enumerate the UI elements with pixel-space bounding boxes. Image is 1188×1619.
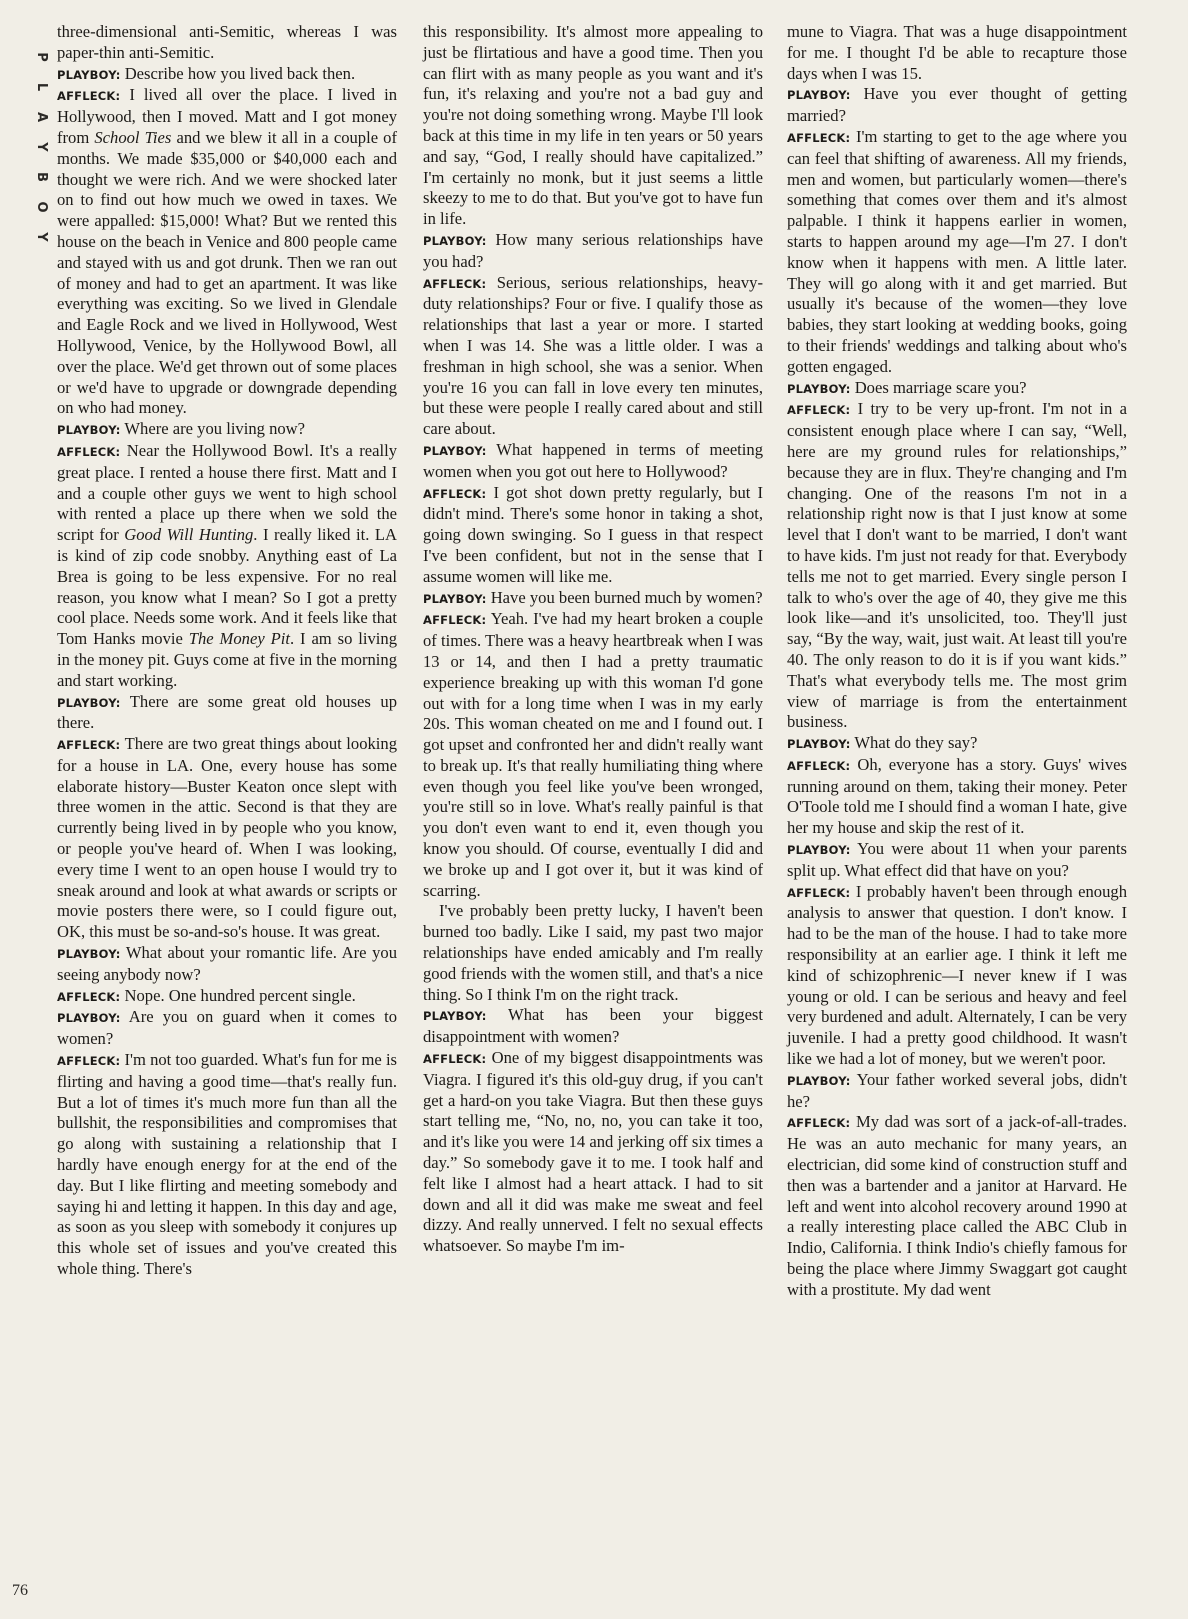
paragraph-text: My dad was sort of a jack-of-all-trades. He was an auto mechanic for many years, an electrician, did some kind of construction stuff and then was a bartender and a janitor at Harvard. He left and went into alcohol recovery around 1990 at a really interesting place called the ABC Club in Indio, California. I think Indio's chiefly famous for being the place where Jimmy Swaggart got caught with a prostitute. My dad went [787,1112,1127,1299]
paragraph-text: Have you ever thought of getting married? [787,84,1127,126]
paragraph-text: You were about 11 when your parents split up. What effect did that have on you? [787,839,1127,880]
speaker-label: PLAYBOY: [57,67,121,82]
speaker-label: AFFLECK: [787,403,851,418]
interview-paragraph [57,692,397,735]
paragraph-text: Yeah. I've had my heart broken a couple of times. There was a heavy heartbreak when I was 13 or 14, and then I had a pretty traumatic experience breaking up with this woman I'd gone out with for a long time when I was in my early 20s. This woman cheated on me and I found out. I got upset and confronted her and didn't really want to break up. It's that really humiliating thing where even though you feel like you've been wronged, you're still so in love. What's really painful is that you don't even want to end it, even though you know you should. Of course, eventually I did and we broke up and I got over it, but it was kind of scarring. [423,609,763,900]
paragraph-text: I got shot down pretty regularly, but I didn't mind. There's some honor in taking a shot, going down swinging. So I guess in that respect I've been confident, but not in the sense that I assume women will like me. [423,482,763,586]
interview-paragraph [787,839,1127,882]
speaker-label: AFFLECK: [57,989,121,1004]
paragraph-text: I'm not too guarded. What's fun for me is flirting and having a good time—that's really fun. But a lot of times it's much more fun than all the bullshit, the responsibilities and compromises that go along with sustaining a relationship that I hardly have enough energy for at the end of the day. But I like flirting and meeting somebody and saying hi and letting it happen. In this day and age, as soon as you sleep with somebody it conjures up this whole set of issues and you've created this whole thing. There's [57,1050,398,1279]
speaker-label: AFFLECK: [57,89,121,104]
side-mark-letter: A [34,111,49,123]
speaker-label: PLAYBOY: [57,423,121,438]
speaker-label: PLAYBOY: [787,843,851,858]
interview-paragraph [423,588,763,610]
speaker-label: AFFLECK: [57,1054,121,1069]
interview-paragraph [57,64,397,86]
text-column-3 [787,22,1127,1301]
interview-paragraph [787,84,1127,127]
continued-paragraph [423,22,763,230]
interview-paragraph [787,399,1127,733]
interview-paragraph [57,419,397,441]
interview-paragraph [423,1048,763,1257]
interview-paragraph [57,1007,397,1050]
speaker-label: AFFLECK: [423,486,487,501]
magazine-side-mark [26,42,49,252]
speaker-label: AFFLECK: [423,613,487,628]
paragraph-text: mune to Viagra. That was a huge disappointment for me. I thought I'd be able to recapture those days when I was 15. [787,22,1127,83]
interview-paragraph [57,986,397,1008]
paragraph-text: Near the Hollywood Bowl. It's a really great place. I rented a house there first. Matt and I and a couple other guys we went to high school with rented a place up there when we sold the script for Good Will Hunting. I really liked it. LA is kind of zip code snobby. Anything east of La Brea is going to be less expensive. For no real reason, you know what I mean? So I got a pretty cool place. Needs some work. And it feels like that Tom Hanks movie The Money Pit. I am so living in the money pit. Guys come at five in the morning and start working. [57,440,397,690]
interview-paragraph [787,1112,1127,1300]
interview-paragraph [787,378,1127,400]
interview-paragraph [57,441,397,692]
interview-paragraph [787,755,1127,839]
paragraph-text: What happened in terms of meeting women when you got out here to Hollywood? [423,439,763,481]
paragraph-text: Oh, everyone has a story. Guys' wives running around on them, taking their money. Peter O'Toole told me I should find a woman I hate, give her my house and skip the rest of it. [787,754,1127,838]
interview-paragraph [787,733,1127,755]
paragraph-text: What about your romantic life. Are you seeing anybody now? [57,943,397,984]
speaker-label: PLAYBOY: [57,947,121,962]
paragraph-text: I lived all over the place. I lived in Hollywood, then I moved. Matt and I got money from School Ties and we blew it all in a couple of months. We made $35,000 or $40,000 each and thought we were rich. And we were shocked later on to find out how much we owed in taxes. We were appalled: $15,000! What? But we rented this house on the beach in Venice and 800 people came and stayed with us and got drunk. Then we ran out of money and had to get an apartment. It was like everything was exciting. So we lived in Glendale and Eagle Rock and we lived in Hollywood, West Hollywood, Venice, by the Hollywood Bowl, all over the place. We'd get thrown out of some places or we'd have to upgrade or downgrade depending on who had money. [57,85,397,418]
paragraph-text: Describe how you lived back then. [120,63,356,83]
paragraph-text: three-dimensional anti-Semitic, whereas I was paper-thin anti-Semitic. [57,22,397,62]
speaker-label: PLAYBOY: [423,1009,487,1024]
speaker-label: AFFLECK: [787,758,851,773]
speaker-label: PLAYBOY: [57,695,121,710]
paragraph-text: Serious, serious relationships, heavy-duty relationships? Four or five. I qualify those as relationships that last a year or more. I started when I was 14. She was a little older. I was a freshman in high school, she was a senior. When you're 16 you can fall in love every ten minutes, but these were people I really cared about and still care about. [423,272,763,439]
speaker-label: AFFLECK: [57,738,121,753]
interview-paragraph [787,882,1127,1070]
text-column-2 [423,22,763,1257]
speaker-label: PLAYBOY: [787,737,851,752]
paragraph-text: Have you been burned much by women? [486,587,763,607]
paragraph-text: I try to be very up-front. I'm not in a consistent enough place where I can say, “Well, here are my ground rules for relationships,” because they are in flux. They're changing and I'm changing. One of the reasons I'm not in a relationship right now is that I just know at some level that I don't want to be married, I don't want to have kids. I'm just not ready for that. Everybody tells me not to get married. Every single person I talk to who's over the age of 40, they give me this look like—and it's unsolicited, too. They'll just say, “By the way, wait, just wait. At least till you're 40. The only reason to do it is if you want kids.” That's what everybody tells me. The most grim view of marriage is from the entertainment business. [787,399,1127,732]
side-mark-letter: L [34,82,49,92]
paragraph-text: I've probably been pretty lucky, I haven't been burned too badly. Like I said, my past two major relationships have ended amicably and I'm really good friends with the women still, and that's a nice thing. So I think I'm on the right track. [423,901,763,1004]
paragraph-text: I probably haven't been through enough analysis to answer that question. I don't know. I had to be the man of the house. I had to take more responsibility at an earlier age. I think it left me kind of schizophrenic—I never knew if I was young or old. I can be serious and heavy and feel very burdened and adult. Alternately, I can be very juvenile. I had a pretty good childhood. It wasn't like we had a lot of money, but we weren't poor. [787,881,1127,1069]
page-number: 76 [12,1582,28,1599]
side-mark-letter: Y [34,232,49,242]
paragraph-text: There are two great things about looking for a house in LA. One, every house has some elaborate history—Buster Keaton once slept with three women in the attic. Second is that they are currently being lived in by people who you know, or people you've heard of. When I was looking, every time I went to an open house I would try to sneak around and look at what awards or scripts or movie posters there were, so I could figure out, OK, this must be so-and-so's house. It was great. [57,734,397,942]
interview-paragraph [57,85,397,419]
interview-paragraph [57,943,397,986]
paragraph-text: I'm starting to get to the age where you can feel that shifting of awareness. All my friends, men and women, but particularly women—there's something that comes over them and it's almost palpable. I think it happens earlier in women, starts to happen around my age—I'm 27. I don't know when it happens with men. A little later. They will go along with it and get married. But usually it's because of the women—they love babies, they start looking at wedding books, going to their friends' weddings and talking about who's gotten engaged. [787,126,1127,376]
continued-paragraph [423,901,763,1005]
speaker-label: AFFLECK: [423,276,487,291]
paragraph-text: Where are you living now? [120,419,306,439]
paragraph-text: Nope. One hundred percent single. [120,985,356,1005]
speaker-label: PLAYBOY: [423,591,487,606]
interview-paragraph [57,1050,397,1280]
side-mark-letter: B [34,172,49,182]
side-mark-letter: Y [34,142,49,152]
speaker-label: PLAYBOY: [423,443,487,458]
paragraph-text: What do they say? [850,733,978,753]
speaker-label: PLAYBOY: [423,233,487,248]
continued-paragraph [57,22,397,64]
paragraph-text: Your father worked several jobs, didn't he? [787,1069,1127,1111]
continued-paragraph [787,22,1127,84]
paragraph-text: There are some great old houses up there. [57,691,397,733]
speaker-label: AFFLECK: [57,444,121,459]
speaker-label: PLAYBOY: [787,381,851,396]
speaker-label: PLAYBOY: [787,1073,851,1088]
interview-paragraph [787,1070,1127,1113]
paragraph-text: One of my biggest disappointments was Viagra. I figured it's this old-guy drug, if you can't get a hard-on you take Viagra. But then these guys start telling me, “No, no, no, you can take it too, and it's like you were 14 and jerking off six times a day.” So somebody gave it to me. I took half and felt like I almost had a heart attack. I had to sit down and all it did was make me sweat and feel dizzy. And really unnerved. I felt no sexual effects whatsoever. So maybe I'm im- [423,1048,763,1256]
text-column-1 [57,22,397,1280]
paragraph-text: How many serious relationships have you had? [423,229,763,271]
interview-paragraph [787,127,1127,378]
interview-paragraph [423,609,763,901]
speaker-label: PLAYBOY: [787,88,851,103]
paragraph-text: Are you on guard when it comes to women? [57,1007,397,1049]
interview-paragraph [423,273,763,440]
interview-paragraph [57,734,397,943]
interview-paragraph [423,440,763,483]
speaker-label: AFFLECK: [787,885,851,900]
interview-paragraph [423,1005,763,1048]
paragraph-text: Does marriage scare you? [850,377,1027,397]
side-mark-letter: P [34,52,49,62]
speaker-label: PLAYBOY: [57,1011,121,1026]
paragraph-text: this responsibility. It's almost more appealing to just be flirtatious and have a good time. Then you can flirt with as many people as you want and it's fun, it's relaxing and you're not a bad guy and you're not doing something wrong. Maybe I'll look back at this time in my life in ten years or 50 years and say, “God, I really should have capitalized.” I'm certainly no monk, but it just seems a little skeezy to me to do that. But you've got to have fun in life. [423,22,763,229]
interview-paragraph [423,483,763,588]
speaker-label: AFFLECK: [423,1052,487,1067]
speaker-label: AFFLECK: [787,1116,851,1131]
paragraph-text: What has been your biggest disappointment with women? [423,1005,763,1047]
speaker-label: AFFLECK: [787,130,851,145]
side-mark-letter: O [34,201,49,213]
interview-paragraph [423,230,763,273]
